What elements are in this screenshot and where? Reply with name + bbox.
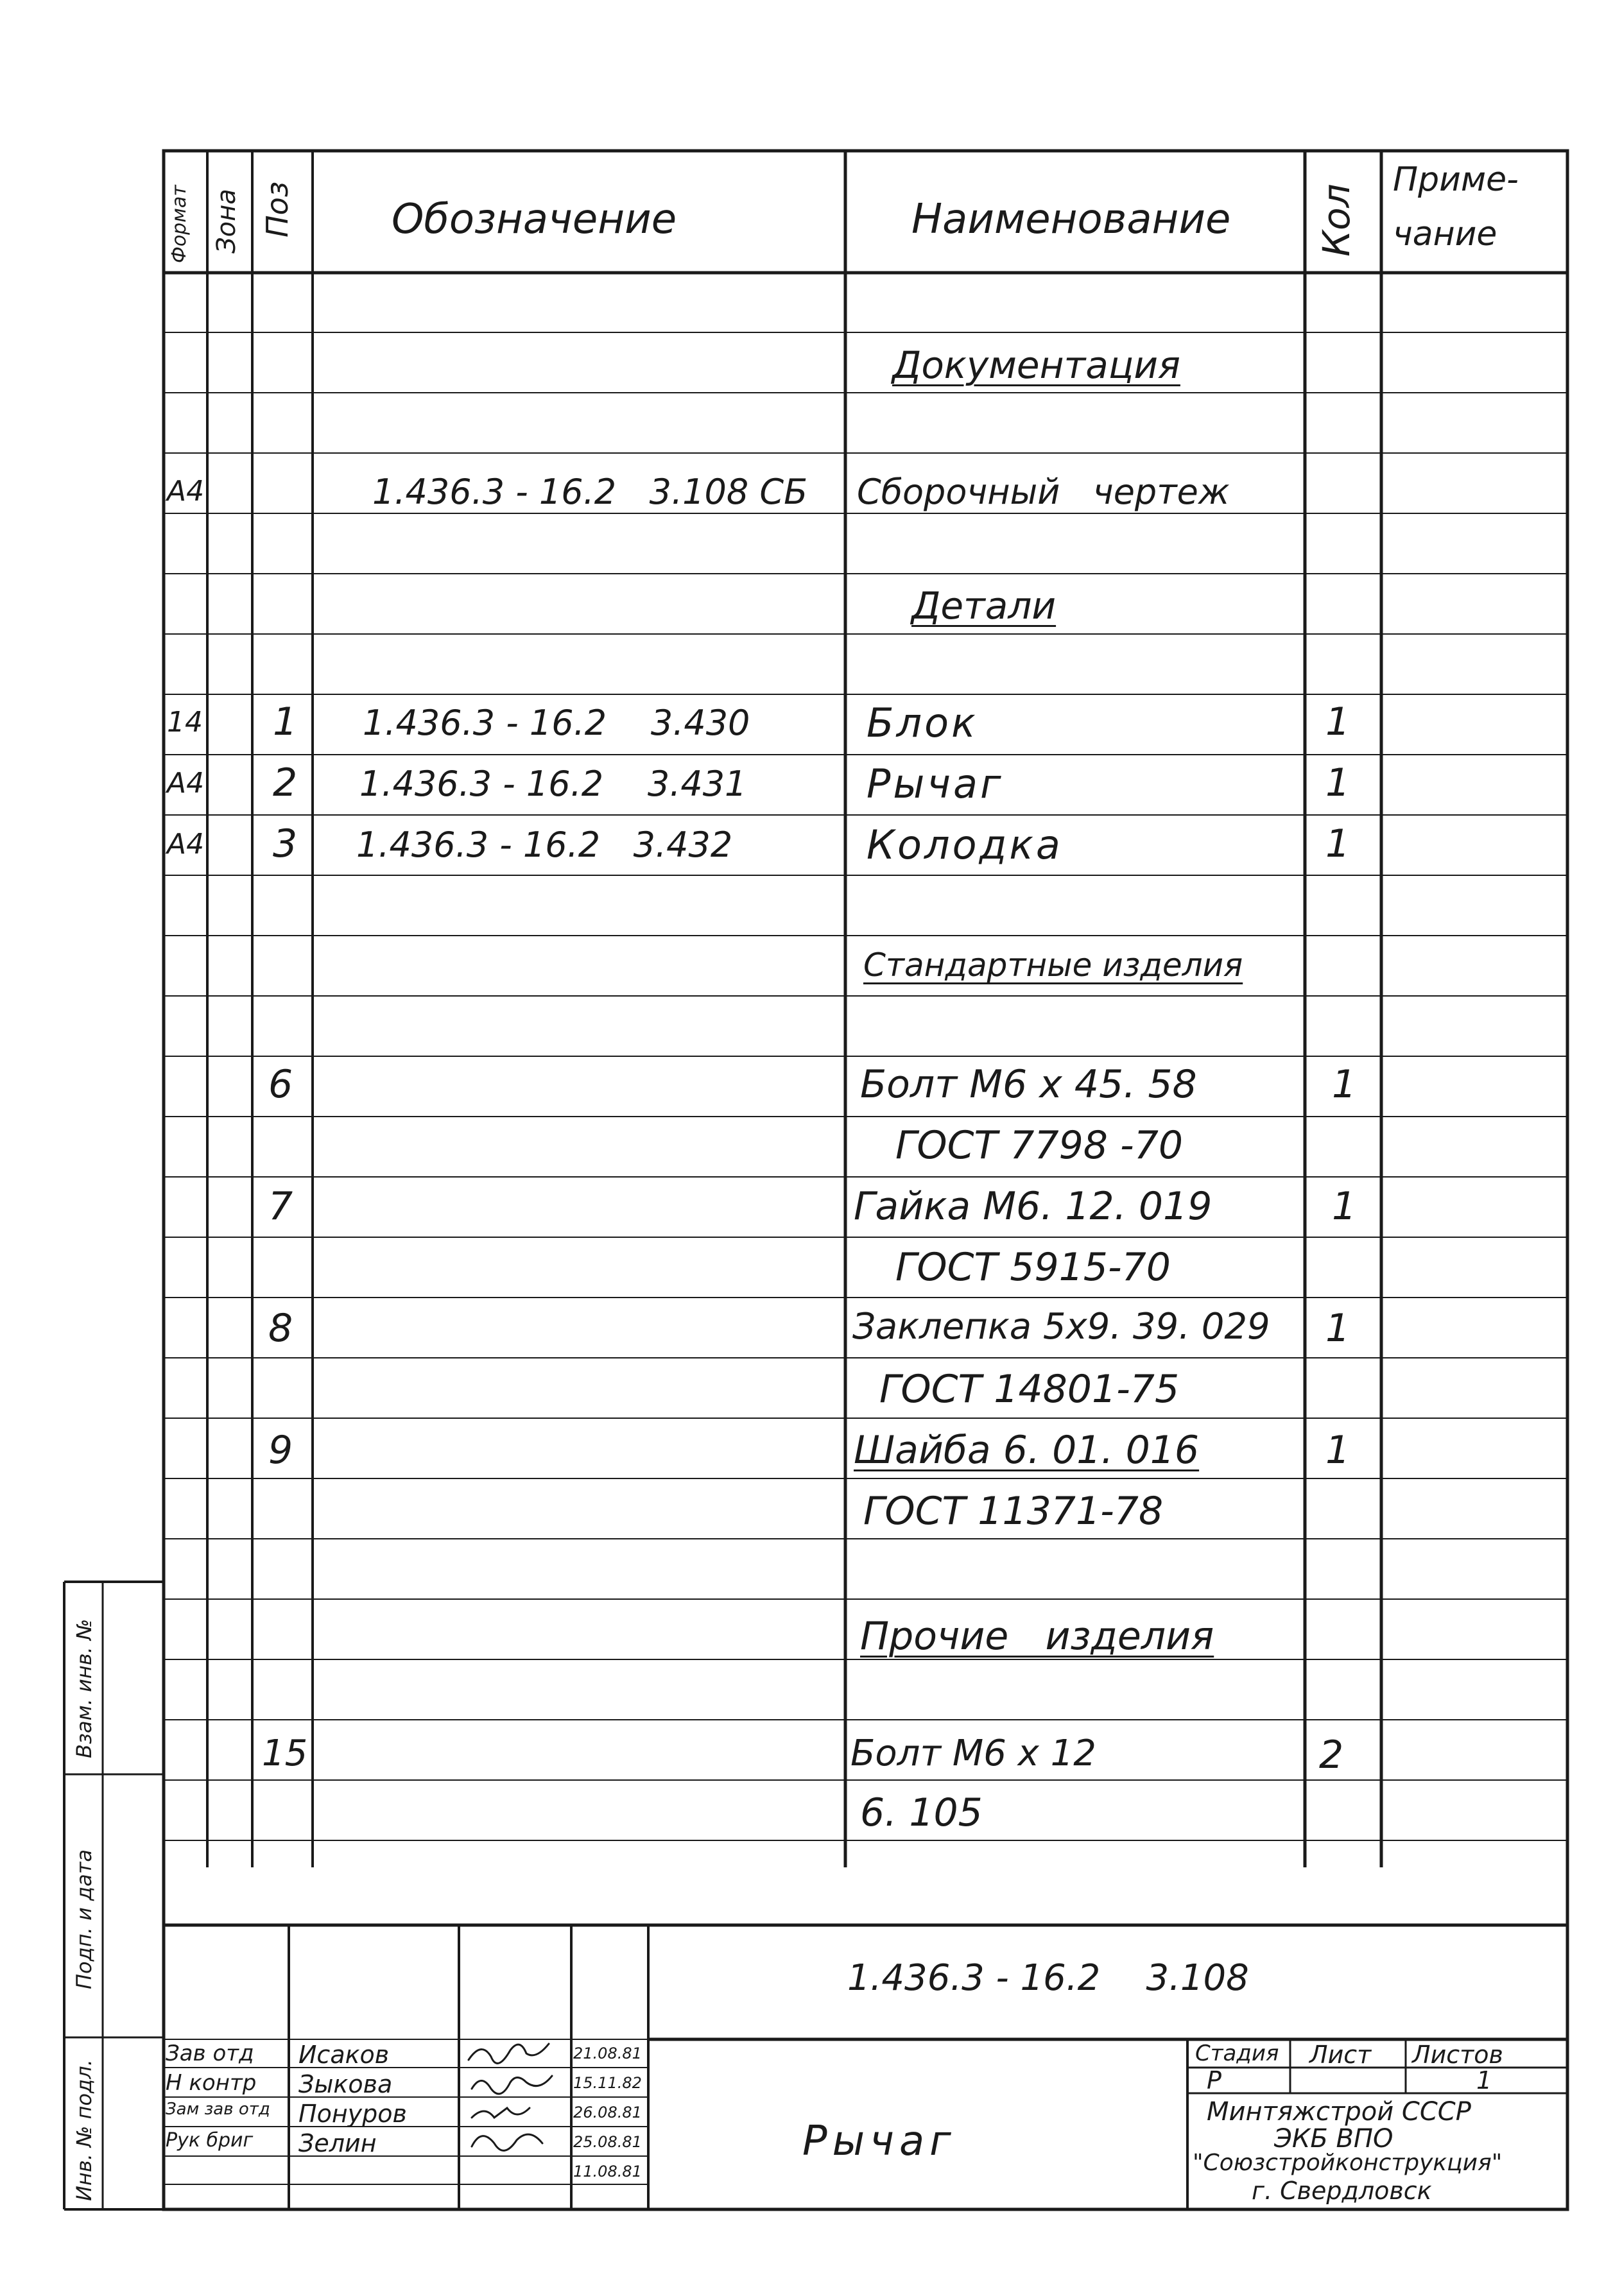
designation-cell: 1.436.3 - 16.2 3.430: [363, 703, 750, 743]
format-cell: А4: [167, 828, 205, 861]
pos-cell: 9: [268, 1428, 293, 1473]
name-cell: Болт М6 х 45. 58: [860, 1062, 1197, 1107]
pos-cell: 3: [273, 821, 298, 866]
sheets-value: 1: [1476, 2066, 1492, 2095]
document-code: 1.436.3 - 16.2 3.108: [847, 1957, 1249, 1999]
signer-name: Исаков: [298, 2041, 390, 2069]
signer-role: Зам зав отд: [166, 2100, 270, 2119]
sign-date-label: Подп. и дата: [72, 1849, 96, 1989]
section-title: Прочие изделия: [860, 1614, 1214, 1659]
signer-name: Понуров: [298, 2100, 407, 2128]
inv-no-label: Инв. № подл.: [72, 2059, 96, 2201]
header-name: Наименование: [911, 196, 1231, 243]
stage-value: Р: [1207, 2066, 1221, 2095]
pos-cell: 7: [268, 1184, 293, 1229]
format-cell: А4: [167, 475, 205, 508]
sheets-label: Листов: [1412, 2041, 1503, 2069]
format-cell: 14: [167, 706, 203, 739]
signer-date: 11.08.81: [573, 2163, 642, 2180]
signer-date: 15.11.82: [573, 2074, 642, 2092]
signer-name: Зыкова: [298, 2070, 393, 2098]
signer-name: Зелин: [298, 2129, 377, 2157]
designation-cell: 1.436.3 - 16.2 3.108 СБ: [372, 472, 808, 512]
pos-cell: 2: [273, 760, 298, 805]
name-cell: Колодка: [867, 821, 1063, 868]
name-cell: Рычаг: [867, 760, 1004, 807]
name-cell: Шайба 6. 01. 016: [854, 1428, 1200, 1473]
name-cell: ГОСТ 7798 -70: [895, 1123, 1184, 1168]
organization-line: "Союзстройконструкция": [1193, 2150, 1503, 2176]
name-cell: Заклепка 5х9. 39. 029: [852, 1306, 1270, 1348]
section-title: Детали: [911, 584, 1057, 628]
name-cell: Блок: [867, 699, 978, 746]
qty-cell: 1: [1325, 1306, 1350, 1351]
organization-line: г. Свердловск: [1252, 2177, 1432, 2205]
name-cell: Сборочный чертеж: [857, 472, 1230, 512]
sheet-label: Лист: [1309, 2041, 1372, 2069]
header-note-1: Приме-: [1393, 160, 1519, 199]
header-zone: Зона: [212, 189, 241, 253]
qty-cell: 1: [1325, 1428, 1350, 1473]
replace-inv-label: Взам. инв. №: [72, 1618, 96, 1758]
header-note-2: чание: [1393, 215, 1497, 253]
signer-role: Зав отд: [166, 2041, 254, 2066]
pos-cell: 1: [273, 699, 298, 744]
name-cell: ГОСТ 11371-78: [863, 1489, 1164, 1534]
signer-role: Н контр: [166, 2070, 257, 2096]
qty-cell: 1: [1325, 760, 1350, 805]
organization-line: ЭКБ ВПО: [1274, 2124, 1393, 2154]
qty-cell: 1: [1325, 821, 1350, 866]
signer-date: 26.08.81: [573, 2103, 642, 2121]
signer-date: 21.08.81: [573, 2044, 642, 2062]
pos-cell: 6: [268, 1062, 293, 1107]
qty-cell: 2: [1319, 1733, 1344, 1778]
section-title: Стандартные изделия: [863, 947, 1243, 984]
name-cell: Гайка М6. 12. 019: [854, 1184, 1212, 1229]
name-cell: 6. 105: [860, 1790, 983, 1835]
stage-label: Стадия: [1195, 2041, 1279, 2066]
name-cell: ГОСТ 14801-75: [879, 1367, 1180, 1412]
header-designation: Обозначение: [392, 196, 677, 243]
organization-line: Минтяжстрой СССР: [1207, 2097, 1471, 2127]
header-qty: Кол: [1315, 184, 1358, 257]
qty-cell: 1: [1332, 1184, 1357, 1229]
header-pos: Поз: [260, 181, 295, 237]
designation-cell: 1.436.3 - 16.2 3.432: [356, 825, 733, 865]
section-title: Документация: [892, 343, 1180, 387]
signer-role: Рук бриг: [166, 2129, 254, 2152]
name-cell: ГОСТ 5915-70: [895, 1245, 1171, 1290]
product-name: Рычаг: [802, 2118, 956, 2165]
designation-cell: 1.436.3 - 16.2 3.431: [359, 764, 747, 804]
header-format: Формат: [168, 185, 191, 263]
qty-cell: 1: [1325, 699, 1350, 744]
pos-cell: 8: [268, 1306, 293, 1351]
pos-cell: 15: [262, 1733, 308, 1774]
signer-date: 25.08.81: [573, 2133, 642, 2151]
name-cell: Болт М6 х 12: [850, 1733, 1096, 1774]
qty-cell: 1: [1332, 1062, 1357, 1107]
format-cell: А4: [167, 767, 205, 800]
